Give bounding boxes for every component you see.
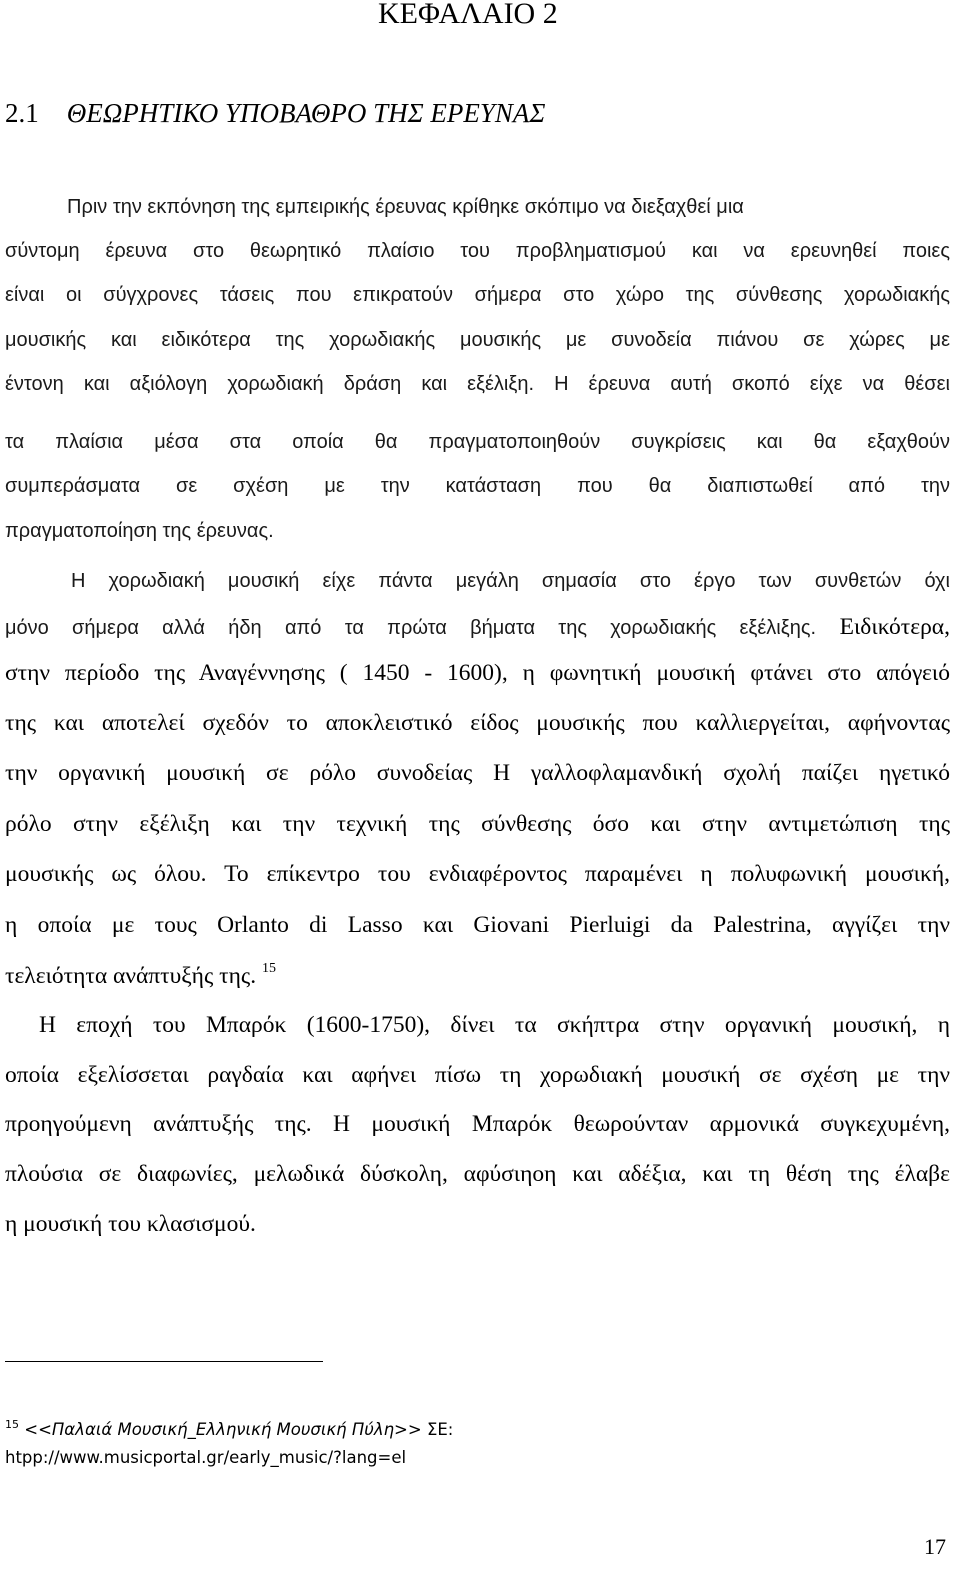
paragraph-line: την οργανική μουσική σε ρόλο συνοδείας Η γαλλοφλαμανδική σχολή παίζει ηγετικό [5,760,950,786]
paragraph-line: έντονη και αξιόλογη χορωδιακή δράση και εξέλιξη. Η έρευνα αυτή σκοπό είχε να θέσει [5,373,950,395]
paragraph-line: στην περίοδο της Αναγέννησης ( 1450 - 1600), η φωνητική μουσική φτάνει στο απόγειό [5,660,950,686]
paragraph-text: μόνο σήμερα αλλά ήδη από τα πρώτα βήματα της χορωδιακής εξέλιξης. [5,617,817,639]
section-heading [5,95,545,131]
paragraph-line [5,961,950,990]
page-number: 17 [924,1534,946,1559]
footnote-reference[interactable]: 15 [261,961,276,976]
footnote [5,1418,453,1439]
paragraph-line: οποία εξελίσσεται ραγδαία και αφήνει πίσω τη χορωδιακή μουσική σε σχέση με την [5,1062,950,1088]
paragraph-line: Πριν την εκπόνηση της εμπειρικής έρευνας κρίθηκε σκόπιμο να διεξαχθεί μια [67,196,744,218]
section-number: 2.1 [5,98,39,128]
footnote-url[interactable]: htpp://www.musicportal.gr/early_music/?lang=el [5,1448,407,1467]
paragraph-line: η μουσική του κλασισμού. [5,1211,256,1237]
section-title: ΘΕΩΡΗΤΙΚΟ ΥΠΟΒΑΘΡΟ ΤΗΣ ΕΡΕΥΝΑΣ [66,98,546,128]
paragraph-line: μουσικής ως όλου. Το επίκεντρο του ενδιαφέροντος παραμένει η πολυφωνική μουσική, [5,861,950,887]
paragraph-line: της και αποτελεί σχεδόν το αποκλειστικό είδος μουσικής που καλλιεργείται, αφήνοντας [5,710,950,736]
paragraph-line [5,614,950,641]
paragraph-line: Η χορωδιακή μουσική είχε πάντα μεγάλη σημασία στο έργο των συνθετών όχι [71,570,950,592]
paragraph-line: πραγματοποίηση της έρευνας. [5,520,274,542]
paragraph-line: Η εποχή του Μπαρόκ (1600-1750), δίνει τα σκήπτρα στην οργανική μουσική, η [39,1012,950,1038]
paragraph-line: σύντομη έρευνα στο θεωρητικό πλαίσιο του προβληματισμού και να ερευνηθεί ποιες [5,240,950,262]
paragraph-line: πλούσια σε διαφωνίες, μελωδικά δύσκολη, αφύσιηοη και αδέξια, και τη θέση της έλαβε [5,1161,950,1187]
footnote-separator [5,1361,323,1362]
paragraph-line: τα πλαίσια μέσα στα οποία θα πραγματοποιηθούν συγκρίσεις και θα εξαχθούν [5,431,950,453]
footnote-number: 15 [5,1418,19,1431]
paragraph-text: τελειότητα ανάπτυξής της. [5,963,257,989]
paragraph-line: συμπεράσματα σε σχέση με την κατάσταση που θα διαπιστωθεί από την [5,475,950,497]
footnote-source: <<Παλαιά Μουσική_Ελληνική Μουσική Πύλη>> [24,1420,422,1439]
paragraph-line: η οποία με τους Orlanto di Lasso και Giovani Pierluigi da Palestrina, αγγίζει την [5,912,950,938]
paragraph-line: προηγούμενη ανάπτυξής της. Η μουσική Μπαρόκ θεωρούνταν αρμονικά συγκεχυμένη, [5,1111,950,1137]
footnote-label: ΣΕ: [421,1420,454,1439]
paragraph-text: Ειδικότερα, [816,614,950,640]
paragraph-line: είναι οι σύγχρονες τάσεις που επικρατούν σήμερα στο χώρο της σύνθεσης χορωδιακής [5,284,950,306]
paragraph-line: ρόλο στην εξέλιξη και την τεχνική της σύνθεσης όσο και στην αντιμετώπιση της [5,811,950,837]
paragraph-line: μουσικής και ειδικότερα της χορωδιακής μουσικής με συνοδεία πιάνου σε χώρες με [5,329,950,351]
chapter-title: ΚΕΦΑΛΑΙΟ 2 [378,0,558,30]
